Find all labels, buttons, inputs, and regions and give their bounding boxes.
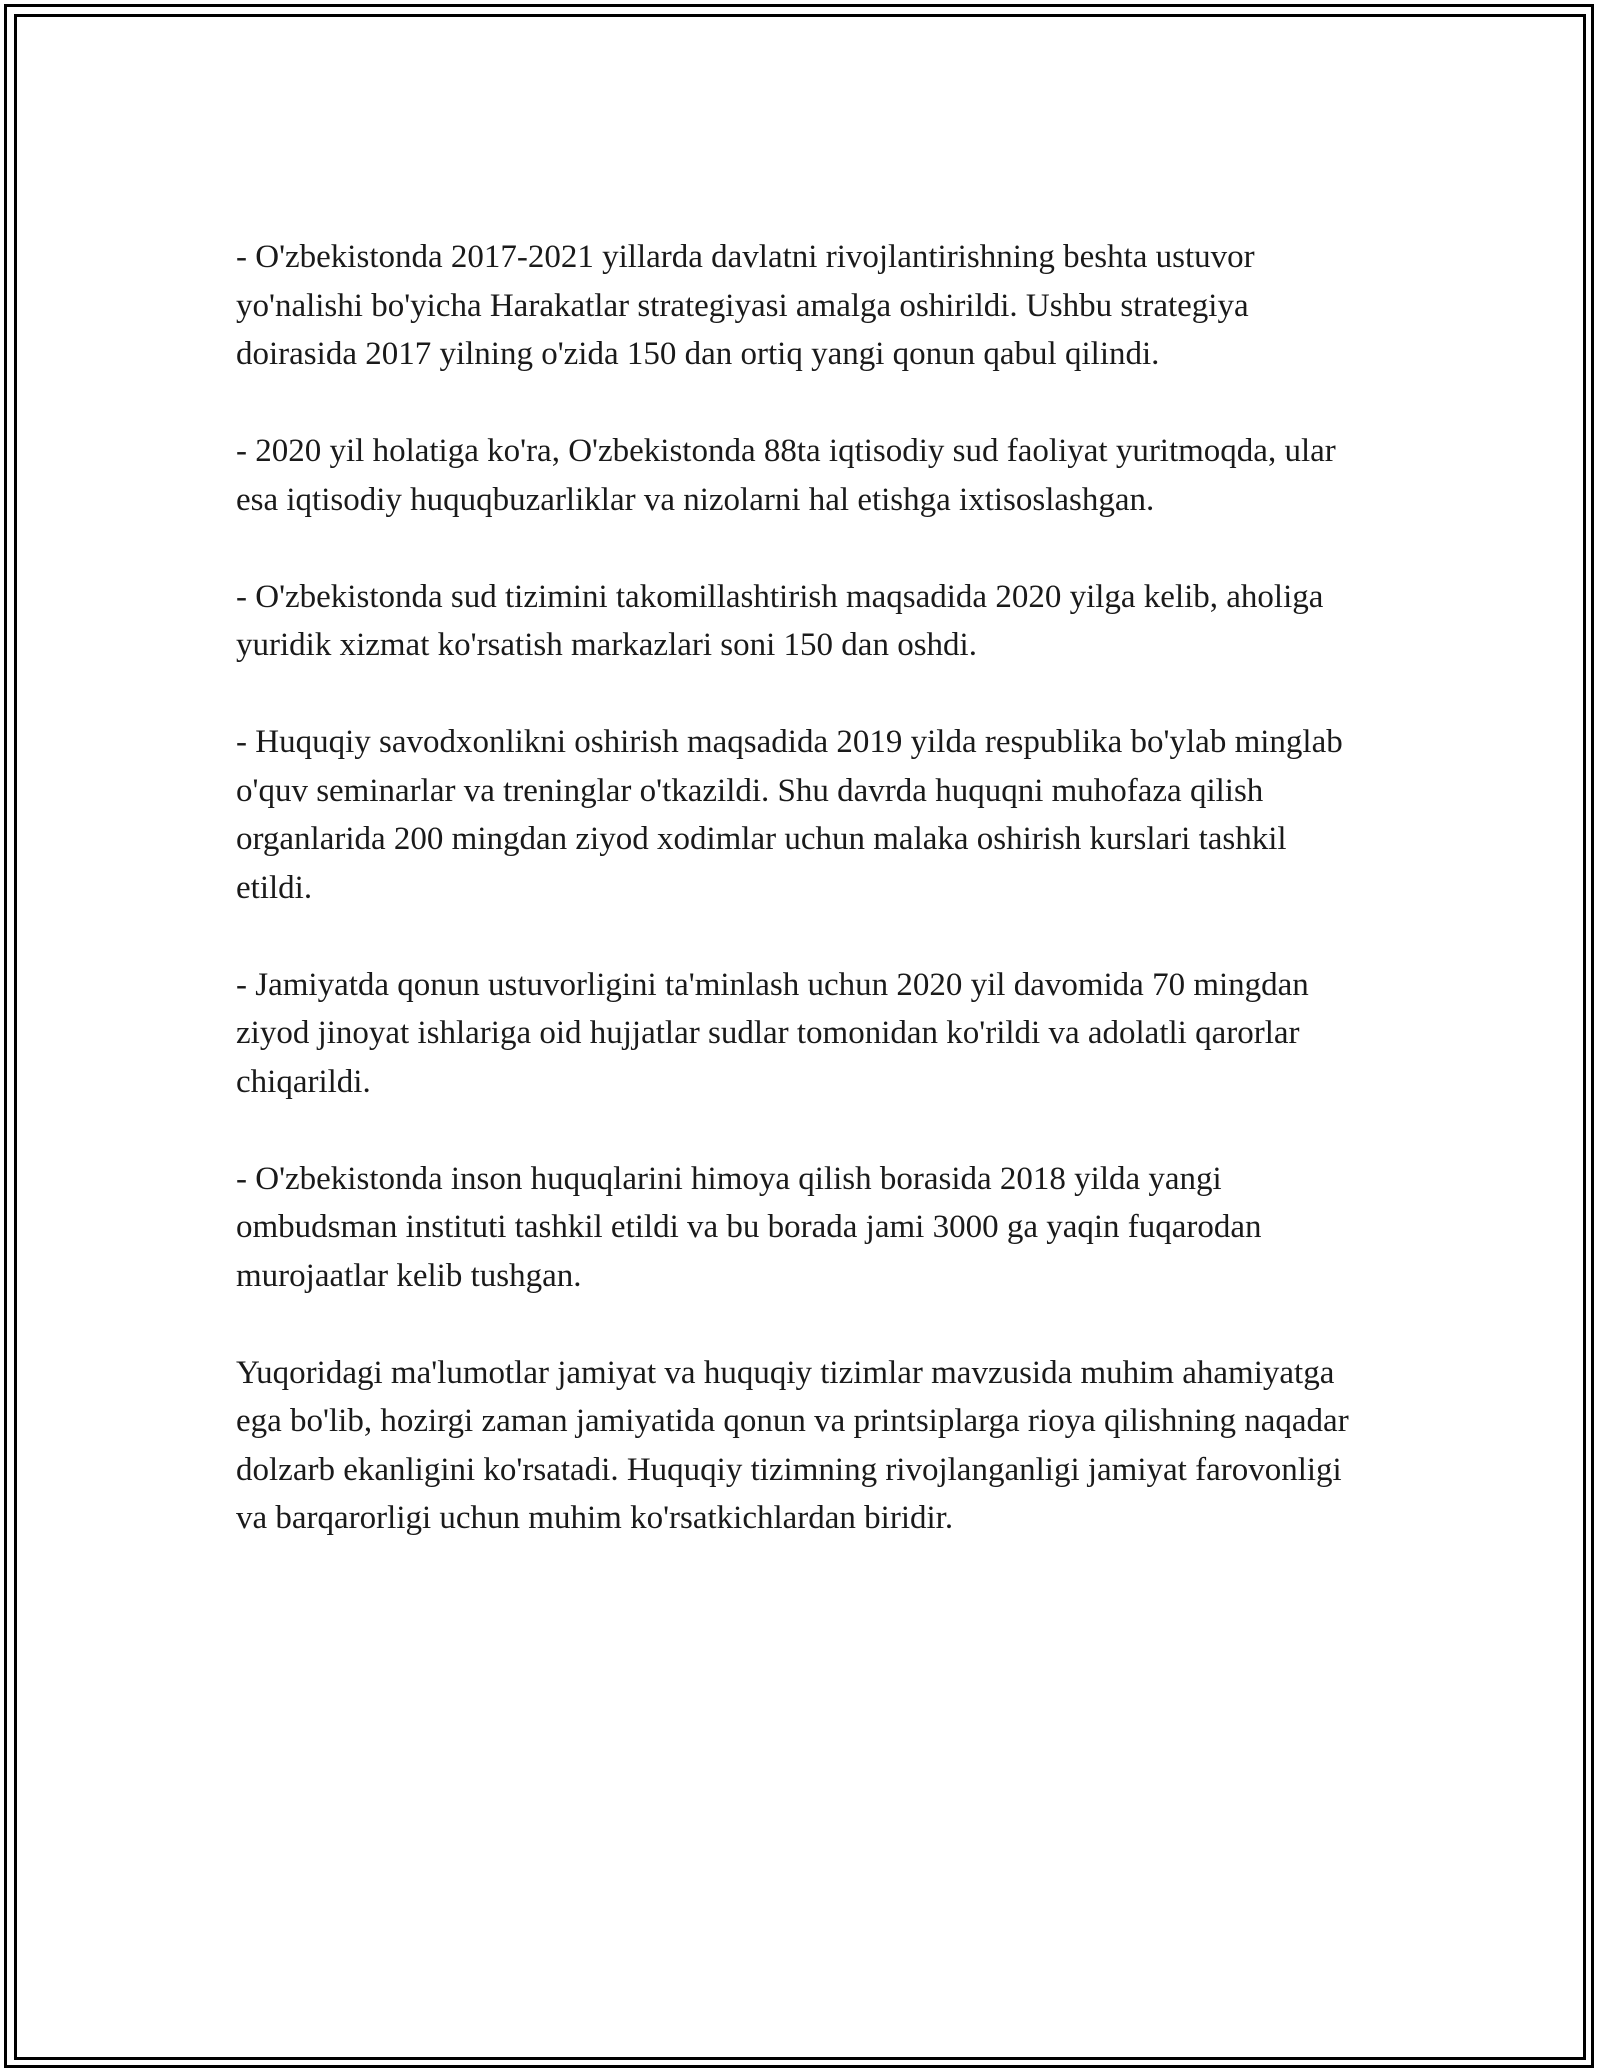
- paragraph-economic-courts: - 2020 yil holatiga ko'ra, O'zbekistonda 88ta iqtisodiy sud faoliyat yuritmoqda, ular esa iqtisodiy huquqbuzarliklar va nizolarni hal etishga ixtisoslashgan.: [236, 433, 1336, 518]
- document-body: [236, 233, 1366, 1543]
- paragraph-rule-of-law: - Jamiyatda qonun ustuvorligini ta'minlash uchun 2020 yil davomida 70 mingdan ziyod jinoyat ishlariga oid hujjatlar sudlar tomonidan ko'rildi va adolatli qarorlar chiqarildi.: [236, 966, 1309, 1100]
- paragraph-action-strategy: - O'zbekistonda 2017-2021 yillarda davlatni rivojlantirishning beshta ustuvor yo'nalishi bo'yicha Harakatlar strategiyasi amalga oshirildi. Ushbu strategiya doirasida 2017 yilning o'zida 150 dan ortiq yangi qonun qabul qilindi.: [236, 239, 1255, 372]
- paragraph-conclusion: Yuqoridagi ma'lumotlar jamiyat va huquqiy tizimlar mavzusida muhim ahamiyatga ega bo'lib, hozirgi zaman jamiyatida qonun va printsiplarga rioya qilishning naqadar dolzarb ekanligini ko'rsatadi. Huquqiy tizimning rivojlanganligi jamiyat farovonligi va barqarorligi uchun muhim ko'rsatkichlardan biridir.: [236, 1354, 1349, 1536]
- paragraph-ombudsman: - O'zbekistonda inson huquqlarini himoya qilish borasida 2018 yilda yangi ombudsman instituti tashkil etildi va bu borada jami 3000 ga yaqin fuqarodan murojaatlar kelib tushgan.: [236, 1160, 1262, 1294]
- paragraph-legal-literacy: - Huquqiy savodxonlikni oshirish maqsadida 2019 yilda respublika bo'ylab minglab o'quv seminarlar va treninglar o'tkazildi. Shu davrda huquqni muhofaza qilish organlarida 200 mingdan ziyod xodimlar uchun malaka oshirish kurslari tashkil etildi.: [236, 724, 1343, 906]
- paragraph-legal-service-centers: - O'zbekistonda sud tizimini takomillashtirish maqsadida 2020 yilga kelib, aholiga yuridik xizmat ko'rsatish markazlari soni 150 dan oshdi.: [236, 578, 1324, 663]
